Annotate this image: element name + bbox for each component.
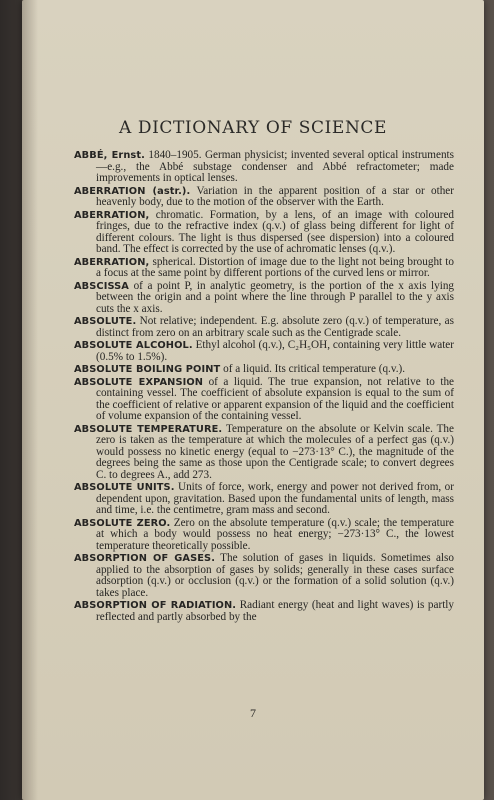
entry-definition: Not relative; independent. E.g. absolute zero (q.v.) of temperature, as distinct from zero on an arbitrary scale such as the Centigrade scale. xyxy=(96,315,454,339)
book-page xyxy=(22,0,484,800)
page-title: A DICTIONARY OF SCIENCE xyxy=(118,118,388,138)
entry-definition: spherical. Distortion of image due to the light not being brought to a focus at the same point by different portions of the curved lens or mirror. xyxy=(96,255,454,279)
entry-term: ABSOLUTE BOILING POINT xyxy=(74,364,221,375)
entry-definition: Zero on the absolute temperature (q.v.) scale; the temperature at which a body would possess no heat energy; −273·13° C., the lowest temperature theoretically possible. xyxy=(96,516,455,552)
entry-term: ABSOLUTE. xyxy=(74,316,137,327)
entry-term: ABSORPTION OF RADIATION. xyxy=(74,600,237,611)
entry-abscissa xyxy=(74,281,454,316)
entry-definition: Radiant energy (heat and light waves) is partly reflected and partly absorbed by the xyxy=(96,599,454,623)
entry-term: ABBÉ, Ernst. xyxy=(74,150,145,161)
entry-aberration-astr xyxy=(74,186,454,209)
entry-definition: of a liquid. The true expansion, not relative to the containing vessel. The coefficient of absolute expansion is equal to the sum of the coefficient of relative or apparent expansion of the liquid and the coefficient of volume expansion of the containing vessel. xyxy=(96,375,455,422)
entry-term: ABSOLUTE ZERO. xyxy=(74,517,171,529)
entry-term: ABERRATION, xyxy=(74,209,150,221)
entry-aberration-chromatic xyxy=(74,210,454,256)
entry-absolute xyxy=(74,316,454,339)
entry-term: ABSOLUTE UNITS. xyxy=(74,482,175,493)
entry-absolute-zero xyxy=(74,518,454,553)
entry-absolute-expansion xyxy=(74,377,454,423)
entry-definition: chromatic. Formation, by a lens, of an image with coloured fringes, due to the refractive index (q.v.) of glass being different for light of different colours. The light is thus dispersed (see dispersion) into a coloured band. The effect is corrected by the use of achromatic lenses (q.v.). xyxy=(96,208,454,255)
entry-aberration-spherical xyxy=(74,257,454,280)
entry-term: ABSOLUTE ALCOHOL. xyxy=(74,340,193,351)
entry-definition: 1840–1905. German physicist; invented several optical instruments—e.g., the Abbé substage condenser and Abbé refractometer; made improvements in optical lenses. xyxy=(96,149,454,184)
entry-term: ABSOLUTE TEMPERATURE. xyxy=(74,423,223,435)
entry-absolute-alcohol xyxy=(74,340,454,363)
entry-term: ABSORPTION OF GASES. xyxy=(74,553,216,564)
entry-absolute-temperature xyxy=(74,424,454,482)
entry-definition: of a point P, in analytic geometry, is the portion of the x axis lying between the origin and a point where the line through P parallel to the y axis cuts the x axis. xyxy=(96,279,455,315)
entry-term: ABERRATION (astr.). xyxy=(74,185,191,197)
entry-term: ABSCISSA xyxy=(74,280,129,292)
entry-definition: The solution of gases in liquids. Sometimes also applied to the absorption of gases by solids; generally in these cases surface adsorption (q.v.) or occlusion (q.v.) or the formation of a solid solution (q.v.) takes place. xyxy=(96,552,454,599)
entry-absolute-units xyxy=(74,482,454,517)
entry-definition: Ethyl alcohol (q.v.), C₂H₅OH, containing very little water (0.5% to 1.5%). xyxy=(96,339,454,363)
entry-abbe xyxy=(74,150,454,185)
entry-term: ABERRATION, xyxy=(74,256,150,268)
entry-absorption-of-radiation xyxy=(74,600,454,623)
entry-absolute-boiling-point xyxy=(74,364,454,376)
entry-definition: Units of force, work, energy and power not derived from, or dependent upon, gravitation. Based upon the fundamental units of length, mass and time, i.e. the centimetre, gram mass and second. xyxy=(96,481,454,516)
page-number: 7 xyxy=(250,706,256,720)
entry-absorption-of-gases xyxy=(74,553,454,599)
entry-definition: of a liquid. Its critical temperature (q.v.). xyxy=(223,363,406,375)
entry-definition: Temperature on the absolute or Kelvin scale. The zero is taken as the temperature at which the molecules of a perfect gas (q.v.) would possess no kinetic energy (equal to −273·13° C.), the magnitude of the degrees being the same as those upon the Centigrade scale; to convert degrees C. to degrees A., add 273. xyxy=(96,422,454,481)
dictionary-entries xyxy=(74,150,454,624)
entry-definition: Variation in the apparent position of a star or other heavenly body, due to the motion of the observer with the Earth. xyxy=(96,184,454,208)
entry-term: ABSOLUTE EXPANSION xyxy=(74,376,204,388)
